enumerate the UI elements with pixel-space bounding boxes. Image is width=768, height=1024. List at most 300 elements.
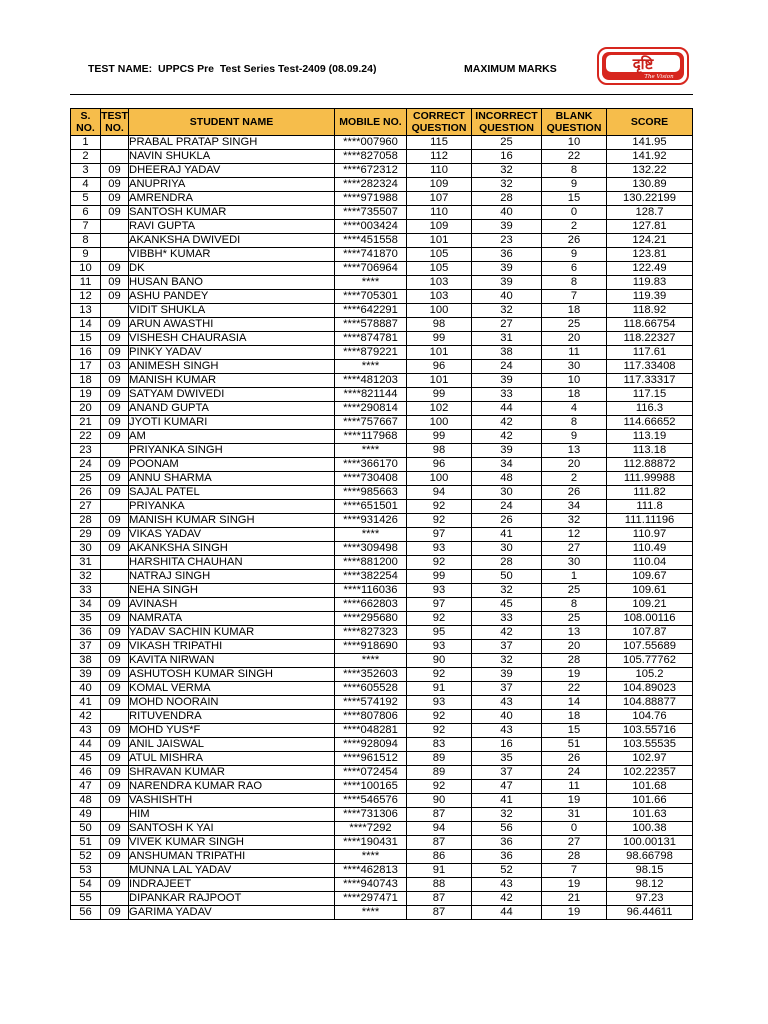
incorrect-cell: 28 — [472, 192, 542, 206]
incorrect-cell: 24 — [472, 500, 542, 514]
mobile-cell: ****931426 — [335, 514, 407, 528]
correct-cell: 103 — [407, 290, 472, 304]
student-name-cell: HUSAN BANO — [129, 276, 335, 290]
student-name-cell: VISHESH CHAURASIA — [129, 332, 335, 346]
correct-cell: 93 — [407, 542, 472, 556]
correct-cell: 103 — [407, 276, 472, 290]
incorrect-cell: 36 — [472, 248, 542, 262]
mobile-cell: ****807806 — [335, 710, 407, 724]
table-row — [71, 542, 693, 556]
incorrect-cell: 16 — [472, 150, 542, 164]
student-name-cell: MUNNA LAL YADAV — [129, 864, 335, 878]
correct-cell: 87 — [407, 892, 472, 906]
sno-cell: 45 — [71, 752, 101, 766]
correct-cell: 99 — [407, 570, 472, 584]
sno-cell: 49 — [71, 808, 101, 822]
student-name-cell: DHEERAJ YADAV — [129, 164, 335, 178]
sno-cell: 20 — [71, 402, 101, 416]
score-cell: 123.81 — [607, 248, 693, 262]
student-name-cell: HIM — [129, 808, 335, 822]
table-row — [71, 780, 693, 794]
student-name-cell: AKANKSHA SINGH — [129, 542, 335, 556]
student-name-cell: VIKASH TRIPATHI — [129, 640, 335, 654]
blank-cell: 11 — [542, 780, 607, 794]
table-row — [71, 248, 693, 262]
score-cell: 141.92 — [607, 150, 693, 164]
test-no-cell — [101, 864, 129, 878]
sno-cell: 10 — [71, 262, 101, 276]
incorrect-cell: 31 — [472, 332, 542, 346]
student-name-cell: PINKY YADAV — [129, 346, 335, 360]
sno-cell: 51 — [71, 836, 101, 850]
score-cell: 130.22199 — [607, 192, 693, 206]
correct-cell: 96 — [407, 458, 472, 472]
student-name-cell: ANAND GUPTA — [129, 402, 335, 416]
table-row — [71, 878, 693, 892]
correct-cell: 102 — [407, 402, 472, 416]
student-name-cell: SATYAM DWIVEDI — [129, 388, 335, 402]
blank-cell: 34 — [542, 500, 607, 514]
table-body — [71, 136, 693, 920]
incorrect-cell: 25 — [472, 136, 542, 150]
incorrect-cell: 36 — [472, 850, 542, 864]
incorrect-cell: 32 — [472, 808, 542, 822]
blank-cell: 10 — [542, 136, 607, 150]
correct-cell: 107 — [407, 192, 472, 206]
score-cell: 97.23 — [607, 892, 693, 906]
table-row — [71, 374, 693, 388]
test-no-cell — [101, 234, 129, 248]
mobile-cell: **** — [335, 654, 407, 668]
student-name-cell: SAJAL PATEL — [129, 486, 335, 500]
sno-cell: 38 — [71, 654, 101, 668]
blank-cell: 22 — [542, 682, 607, 696]
test-no-cell: 09 — [101, 654, 129, 668]
blank-cell: 0 — [542, 206, 607, 220]
score-cell: 117.15 — [607, 388, 693, 402]
mobile-cell: ****290814 — [335, 402, 407, 416]
mobile-cell: ****881200 — [335, 556, 407, 570]
mobile-cell: **** — [335, 444, 407, 458]
mobile-cell: ****971988 — [335, 192, 407, 206]
logo-tagline: The Vision — [644, 74, 674, 80]
correct-cell: 99 — [407, 388, 472, 402]
incorrect-cell: 33 — [472, 388, 542, 402]
score-cell: 111.82 — [607, 486, 693, 500]
student-name-cell: HARSHITA CHAUHAN — [129, 556, 335, 570]
test-no-cell: 09 — [101, 598, 129, 612]
sno-cell: 40 — [71, 682, 101, 696]
table-row — [71, 626, 693, 640]
test-no-cell: 09 — [101, 528, 129, 542]
incorrect-cell: 52 — [472, 864, 542, 878]
sno-cell: 53 — [71, 864, 101, 878]
table-row — [71, 332, 693, 346]
sno-cell: 37 — [71, 640, 101, 654]
incorrect-cell: 32 — [472, 304, 542, 318]
sno-cell: 29 — [71, 528, 101, 542]
test-no-cell: 09 — [101, 276, 129, 290]
mobile-cell: ****190431 — [335, 836, 407, 850]
mobile-cell: ****731306 — [335, 808, 407, 822]
student-name-cell: DIPANKAR RAJPOOT — [129, 892, 335, 906]
blank-cell: 9 — [542, 178, 607, 192]
test-no-cell: 03 — [101, 360, 129, 374]
mobile-cell: ****757667 — [335, 416, 407, 430]
student-name-cell: RITUVENDRA — [129, 710, 335, 724]
student-name-cell: ATUL MISHRA — [129, 752, 335, 766]
correct-cell: 96 — [407, 360, 472, 374]
test-no-cell — [101, 136, 129, 150]
sno-cell: 35 — [71, 612, 101, 626]
incorrect-cell: 32 — [472, 654, 542, 668]
mobile-cell: ****309498 — [335, 542, 407, 556]
maximum-marks-label: MAXIMUM MARKS — [464, 63, 557, 75]
header-col-sno: S. NO. — [71, 109, 101, 136]
mobile-cell: ****651501 — [335, 500, 407, 514]
table-row — [71, 416, 693, 430]
student-name-cell: YADAV SACHIN KUMAR — [129, 626, 335, 640]
score-cell: 117.33317 — [607, 374, 693, 388]
score-cell: 118.92 — [607, 304, 693, 318]
incorrect-cell: 16 — [472, 738, 542, 752]
correct-cell: 110 — [407, 164, 472, 178]
table-row — [71, 514, 693, 528]
mobile-cell: ****295680 — [335, 612, 407, 626]
test-no-cell: 09 — [101, 262, 129, 276]
test-no-cell: 09 — [101, 318, 129, 332]
mobile-cell: ****985663 — [335, 486, 407, 500]
incorrect-cell: 39 — [472, 668, 542, 682]
correct-cell: 99 — [407, 430, 472, 444]
test-no-cell: 09 — [101, 612, 129, 626]
blank-cell: 20 — [542, 640, 607, 654]
header-col-blank: BLANK QUESTION — [542, 109, 607, 136]
table-row — [71, 766, 693, 780]
incorrect-cell: 47 — [472, 780, 542, 794]
student-name-cell: KOMAL VERMA — [129, 682, 335, 696]
incorrect-cell: 42 — [472, 416, 542, 430]
blank-cell: 7 — [542, 290, 607, 304]
correct-cell: 92 — [407, 668, 472, 682]
student-name-cell: ANSHUMAN TRIPATHI — [129, 850, 335, 864]
test-no-cell: 09 — [101, 374, 129, 388]
sno-cell: 28 — [71, 514, 101, 528]
student-name-cell: PRIYANKA — [129, 500, 335, 514]
student-name-cell: JYOTI KUMARI — [129, 416, 335, 430]
sno-cell: 39 — [71, 668, 101, 682]
mobile-cell: ****735507 — [335, 206, 407, 220]
incorrect-cell: 42 — [472, 430, 542, 444]
score-cell: 103.55716 — [607, 724, 693, 738]
table-row — [71, 234, 693, 248]
correct-cell: 90 — [407, 654, 472, 668]
student-name-cell: ANNU SHARMA — [129, 472, 335, 486]
student-name-cell: VIBBH* KUMAR — [129, 248, 335, 262]
table-row — [71, 612, 693, 626]
blank-cell: 9 — [542, 430, 607, 444]
table-row — [71, 822, 693, 836]
score-cell: 96.44611 — [607, 906, 693, 920]
correct-cell: 92 — [407, 556, 472, 570]
test-no-cell: 09 — [101, 794, 129, 808]
student-name-cell: NARENDRA KUMAR RAO — [129, 780, 335, 794]
blank-cell: 10 — [542, 374, 607, 388]
correct-cell: 98 — [407, 318, 472, 332]
mobile-cell: **** — [335, 360, 407, 374]
page-header — [0, 0, 768, 100]
incorrect-cell: 32 — [472, 164, 542, 178]
sno-cell: 13 — [71, 304, 101, 318]
blank-cell: 18 — [542, 710, 607, 724]
student-name-cell: AKANKSHA DWIVEDI — [129, 234, 335, 248]
incorrect-cell: 28 — [472, 556, 542, 570]
incorrect-cell: 56 — [472, 822, 542, 836]
sno-cell: 27 — [71, 500, 101, 514]
results-table — [70, 108, 693, 920]
test-no-cell: 09 — [101, 696, 129, 710]
mobile-cell: ****821144 — [335, 388, 407, 402]
test-no-cell: 09 — [101, 346, 129, 360]
incorrect-cell: 30 — [472, 542, 542, 556]
sno-cell: 36 — [71, 626, 101, 640]
score-cell: 110.04 — [607, 556, 693, 570]
sno-cell: 34 — [71, 598, 101, 612]
test-no-cell: 09 — [101, 458, 129, 472]
score-cell: 127.81 — [607, 220, 693, 234]
table-row — [71, 570, 693, 584]
incorrect-cell: 43 — [472, 724, 542, 738]
table-row — [71, 640, 693, 654]
table-row — [71, 164, 693, 178]
table-row — [71, 360, 693, 374]
incorrect-cell: 41 — [472, 794, 542, 808]
correct-cell: 91 — [407, 682, 472, 696]
table-row — [71, 430, 693, 444]
test-no-cell: 09 — [101, 290, 129, 304]
incorrect-cell: 38 — [472, 346, 542, 360]
table-row — [71, 738, 693, 752]
mobile-cell: ****451558 — [335, 234, 407, 248]
score-cell: 118.66754 — [607, 318, 693, 332]
score-cell: 98.66798 — [607, 850, 693, 864]
table-row — [71, 304, 693, 318]
table-row — [71, 528, 693, 542]
test-no-cell — [101, 556, 129, 570]
table-row — [71, 808, 693, 822]
student-name-cell: VIKAS YADAV — [129, 528, 335, 542]
blank-cell: 26 — [542, 752, 607, 766]
student-name-cell: ASHUTOSH KUMAR SINGH — [129, 668, 335, 682]
correct-cell: 100 — [407, 472, 472, 486]
test-no-cell: 09 — [101, 402, 129, 416]
incorrect-cell: 50 — [472, 570, 542, 584]
sno-cell: 42 — [71, 710, 101, 724]
mobile-cell: ****827323 — [335, 626, 407, 640]
mobile-cell: ****352603 — [335, 668, 407, 682]
sno-cell: 23 — [71, 444, 101, 458]
blank-cell: 25 — [542, 612, 607, 626]
sno-cell: 31 — [71, 556, 101, 570]
incorrect-cell: 32 — [472, 178, 542, 192]
header-col-score: SCORE — [607, 109, 693, 136]
drishti-logo-icon — [597, 47, 689, 85]
mobile-cell: ****116036 — [335, 584, 407, 598]
sno-cell: 32 — [71, 570, 101, 584]
blank-cell: 21 — [542, 892, 607, 906]
blank-cell: 2 — [542, 472, 607, 486]
sno-cell: 2 — [71, 150, 101, 164]
mobile-cell: ****874781 — [335, 332, 407, 346]
incorrect-cell: 36 — [472, 836, 542, 850]
mobile-cell: **** — [335, 276, 407, 290]
score-cell: 109.67 — [607, 570, 693, 584]
student-name-cell: ANIMESH SINGH — [129, 360, 335, 374]
correct-cell: 99 — [407, 332, 472, 346]
test-no-cell: 09 — [101, 626, 129, 640]
table-row — [71, 682, 693, 696]
student-name-cell: MANISH KUMAR SINGH — [129, 514, 335, 528]
incorrect-cell: 43 — [472, 878, 542, 892]
score-cell: 108.00116 — [607, 612, 693, 626]
table-row — [71, 752, 693, 766]
mobile-cell: **** — [335, 528, 407, 542]
student-name-cell: VIDIT SHUKLA — [129, 304, 335, 318]
student-name-cell: ARUN AWASTHI — [129, 318, 335, 332]
table-row — [71, 458, 693, 472]
mobile-cell: ****462813 — [335, 864, 407, 878]
sno-cell: 9 — [71, 248, 101, 262]
table-row — [71, 598, 693, 612]
mobile-cell: **** — [335, 906, 407, 920]
incorrect-cell: 27 — [472, 318, 542, 332]
mobile-cell: ****007960 — [335, 136, 407, 150]
mobile-cell: ****578887 — [335, 318, 407, 332]
incorrect-cell: 39 — [472, 276, 542, 290]
table-row — [71, 892, 693, 906]
student-name-cell: INDRAJEET — [129, 878, 335, 892]
mobile-cell: ****481203 — [335, 374, 407, 388]
sno-cell: 16 — [71, 346, 101, 360]
correct-cell: 95 — [407, 626, 472, 640]
sno-cell: 6 — [71, 206, 101, 220]
sno-cell: 4 — [71, 178, 101, 192]
incorrect-cell: 37 — [472, 682, 542, 696]
score-cell: 104.76 — [607, 710, 693, 724]
mobile-cell: ****879221 — [335, 346, 407, 360]
blank-cell: 9 — [542, 248, 607, 262]
sno-cell: 33 — [71, 584, 101, 598]
test-no-cell — [101, 584, 129, 598]
sno-cell: 47 — [71, 780, 101, 794]
score-cell: 109.61 — [607, 584, 693, 598]
correct-cell: 92 — [407, 500, 472, 514]
table-row — [71, 850, 693, 864]
mobile-cell: ****048281 — [335, 724, 407, 738]
incorrect-cell: 43 — [472, 696, 542, 710]
correct-cell: 101 — [407, 234, 472, 248]
table-row — [71, 150, 693, 164]
student-name-cell: PRIYANKA SINGH — [129, 444, 335, 458]
correct-cell: 97 — [407, 528, 472, 542]
score-cell: 109.21 — [607, 598, 693, 612]
correct-cell: 92 — [407, 612, 472, 626]
incorrect-cell: 23 — [472, 234, 542, 248]
test-no-cell — [101, 892, 129, 906]
test-no-cell: 09 — [101, 878, 129, 892]
blank-cell: 2 — [542, 220, 607, 234]
correct-cell: 105 — [407, 248, 472, 262]
test-no-cell: 09 — [101, 640, 129, 654]
test-no-cell: 09 — [101, 514, 129, 528]
mobile-cell: ****961512 — [335, 752, 407, 766]
mobile-cell: ****706964 — [335, 262, 407, 276]
score-cell: 132.22 — [607, 164, 693, 178]
sno-cell: 15 — [71, 332, 101, 346]
correct-cell: 93 — [407, 640, 472, 654]
correct-cell: 91 — [407, 864, 472, 878]
score-cell: 103.55535 — [607, 738, 693, 752]
mobile-cell: ****662803 — [335, 598, 407, 612]
blank-cell: 4 — [542, 402, 607, 416]
student-name-cell: NAMRATA — [129, 612, 335, 626]
blank-cell: 12 — [542, 528, 607, 542]
incorrect-cell: 42 — [472, 626, 542, 640]
mobile-cell: ****672312 — [335, 164, 407, 178]
score-cell: 111.8 — [607, 500, 693, 514]
blank-cell: 1 — [542, 570, 607, 584]
student-name-cell: ANIL JAISWAL — [129, 738, 335, 752]
score-cell: 119.83 — [607, 276, 693, 290]
sno-cell: 12 — [71, 290, 101, 304]
sno-cell: 14 — [71, 318, 101, 332]
table-header-row — [71, 109, 693, 136]
correct-cell: 92 — [407, 724, 472, 738]
mobile-cell: ****546576 — [335, 794, 407, 808]
table-row — [71, 262, 693, 276]
student-name-cell: AVINASH — [129, 598, 335, 612]
incorrect-cell: 40 — [472, 290, 542, 304]
mobile-cell: **** — [335, 850, 407, 864]
student-name-cell: VASHISHTH — [129, 794, 335, 808]
incorrect-cell: 26 — [472, 514, 542, 528]
blank-cell: 18 — [542, 388, 607, 402]
score-cell: 100.00131 — [607, 836, 693, 850]
incorrect-cell: 44 — [472, 906, 542, 920]
test-no-cell: 09 — [101, 766, 129, 780]
sno-cell: 8 — [71, 234, 101, 248]
correct-cell: 101 — [407, 374, 472, 388]
score-cell: 100.38 — [607, 822, 693, 836]
blank-cell: 15 — [542, 192, 607, 206]
mobile-cell: ****730408 — [335, 472, 407, 486]
correct-cell: 89 — [407, 752, 472, 766]
incorrect-cell: 37 — [472, 766, 542, 780]
score-cell: 111.11196 — [607, 514, 693, 528]
sno-cell: 55 — [71, 892, 101, 906]
blank-cell: 32 — [542, 514, 607, 528]
test-no-cell: 09 — [101, 738, 129, 752]
test-no-cell — [101, 444, 129, 458]
mobile-cell: ****918690 — [335, 640, 407, 654]
test-name: TEST NAME: UPPCS Pre Test Series Test-2409 (08.09.24) — [88, 63, 377, 75]
correct-cell: 105 — [407, 262, 472, 276]
sno-cell: 18 — [71, 374, 101, 388]
incorrect-cell: 35 — [472, 752, 542, 766]
mobile-cell: ****605528 — [335, 682, 407, 696]
header-divider — [70, 94, 693, 95]
blank-cell: 28 — [542, 850, 607, 864]
